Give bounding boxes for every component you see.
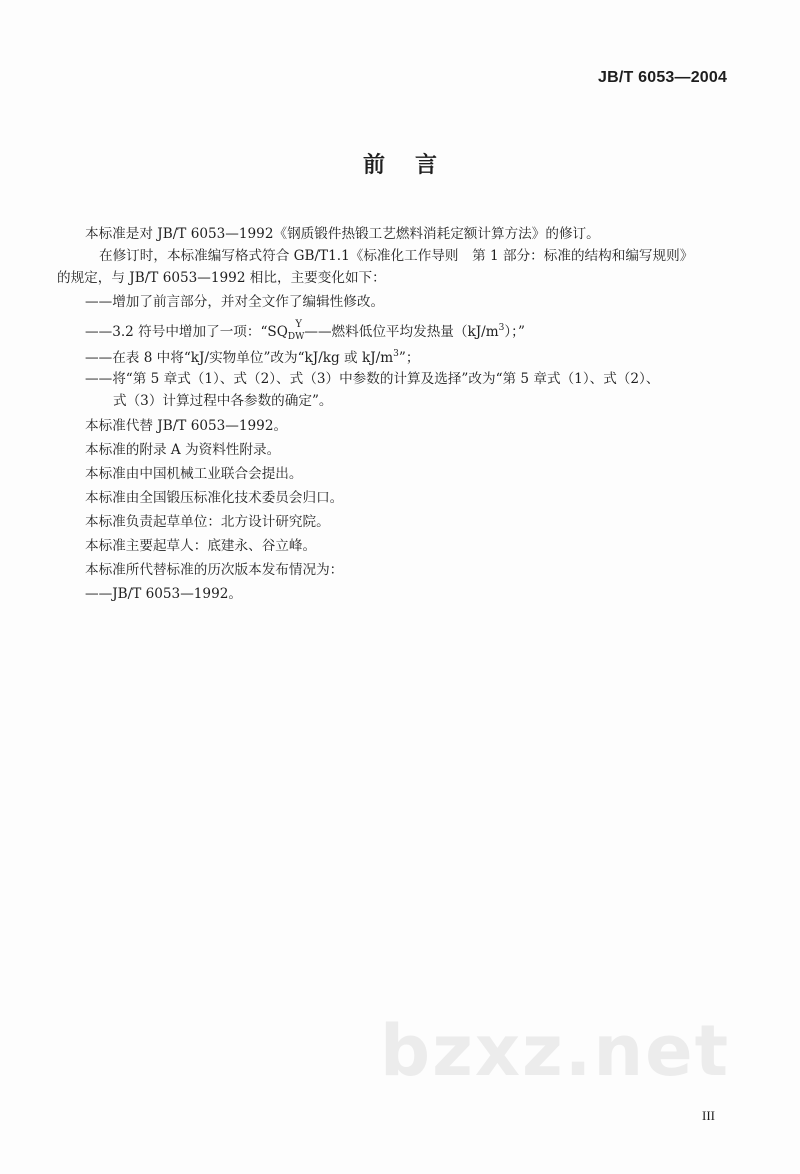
change-item-2-text: ——燃料低位平均发热量（kJ/m <box>304 324 499 340</box>
paragraph-drafting-unit: 本标准负责起草单位：北方设计研究院。 <box>85 514 330 530</box>
change-item-2 <box>85 318 525 347</box>
change-item-4-cont: 式（3）计算过程中各参数的确定”。 <box>113 393 333 409</box>
paragraph-history-item: ——JB/T 6053—1992。 <box>85 586 242 602</box>
paragraph-proposer: 本标准由中国机械工业联合会提出。 <box>85 466 303 482</box>
page-number: III <box>702 1108 715 1123</box>
change-item-3-end: ”； <box>398 350 420 366</box>
paragraph-drafters: 本标准主要起草人：底建永、谷立峰。 <box>85 538 317 554</box>
paragraph-revision: 本标准是对 JB/T 6053—1992《钢质锻件热锻工艺燃料消耗定额计算方法》的修订。 <box>85 226 600 242</box>
page-title: 前言 <box>362 153 467 178</box>
paragraph-format-cont: 的规定，与 JB/T 6053—1992 相比，主要变化如下： <box>57 270 386 286</box>
sq-symbol-base: SQ <box>267 324 288 340</box>
paragraph-appendix: 本标准的附录 A 为资料性附录。 <box>85 442 281 458</box>
paragraph-history: 本标准所代替标准的历次版本发布情况为： <box>85 562 344 578</box>
sq-symbol-sup: Y <box>295 319 303 330</box>
change-item-2-prefix: ——3.2 符号中增加了一项：“ <box>85 324 268 340</box>
standard-code: JB/T 6053—2004 <box>598 69 728 86</box>
unit-exponent: 3 <box>393 349 399 359</box>
change-item-2-end: ）；” <box>504 324 525 340</box>
sq-symbol-sub: DW <box>287 332 305 342</box>
change-item-3 <box>85 344 419 368</box>
change-item-4: ——将“第 5 章式（1）、式（2）、式（3）中参数的计算及选择”改为“第 5 章式（1）、式（2）、 <box>85 371 660 387</box>
paragraph-replaces: 本标准代替 JB/T 6053—1992。 <box>85 418 288 434</box>
change-item-3-text: ——在表 8 中将“kJ/实物单位”改为“kJ/kg 或 kJ/m <box>85 350 394 366</box>
unit-exponent: 3 <box>498 323 505 333</box>
paragraph-committee: 本标准由全国锻压标准化技术委员会归口。 <box>85 490 344 506</box>
paragraph-format: 在修订时，本标准编写格式符合 GB/T1.1《标准化工作导则 第 1 部分：标准的结构和编写规则》 <box>99 248 694 264</box>
change-item-1: ——增加了前言部分，并对全文作了编辑性修改。 <box>85 294 385 310</box>
watermark: bzxz.net <box>380 1010 731 1092</box>
